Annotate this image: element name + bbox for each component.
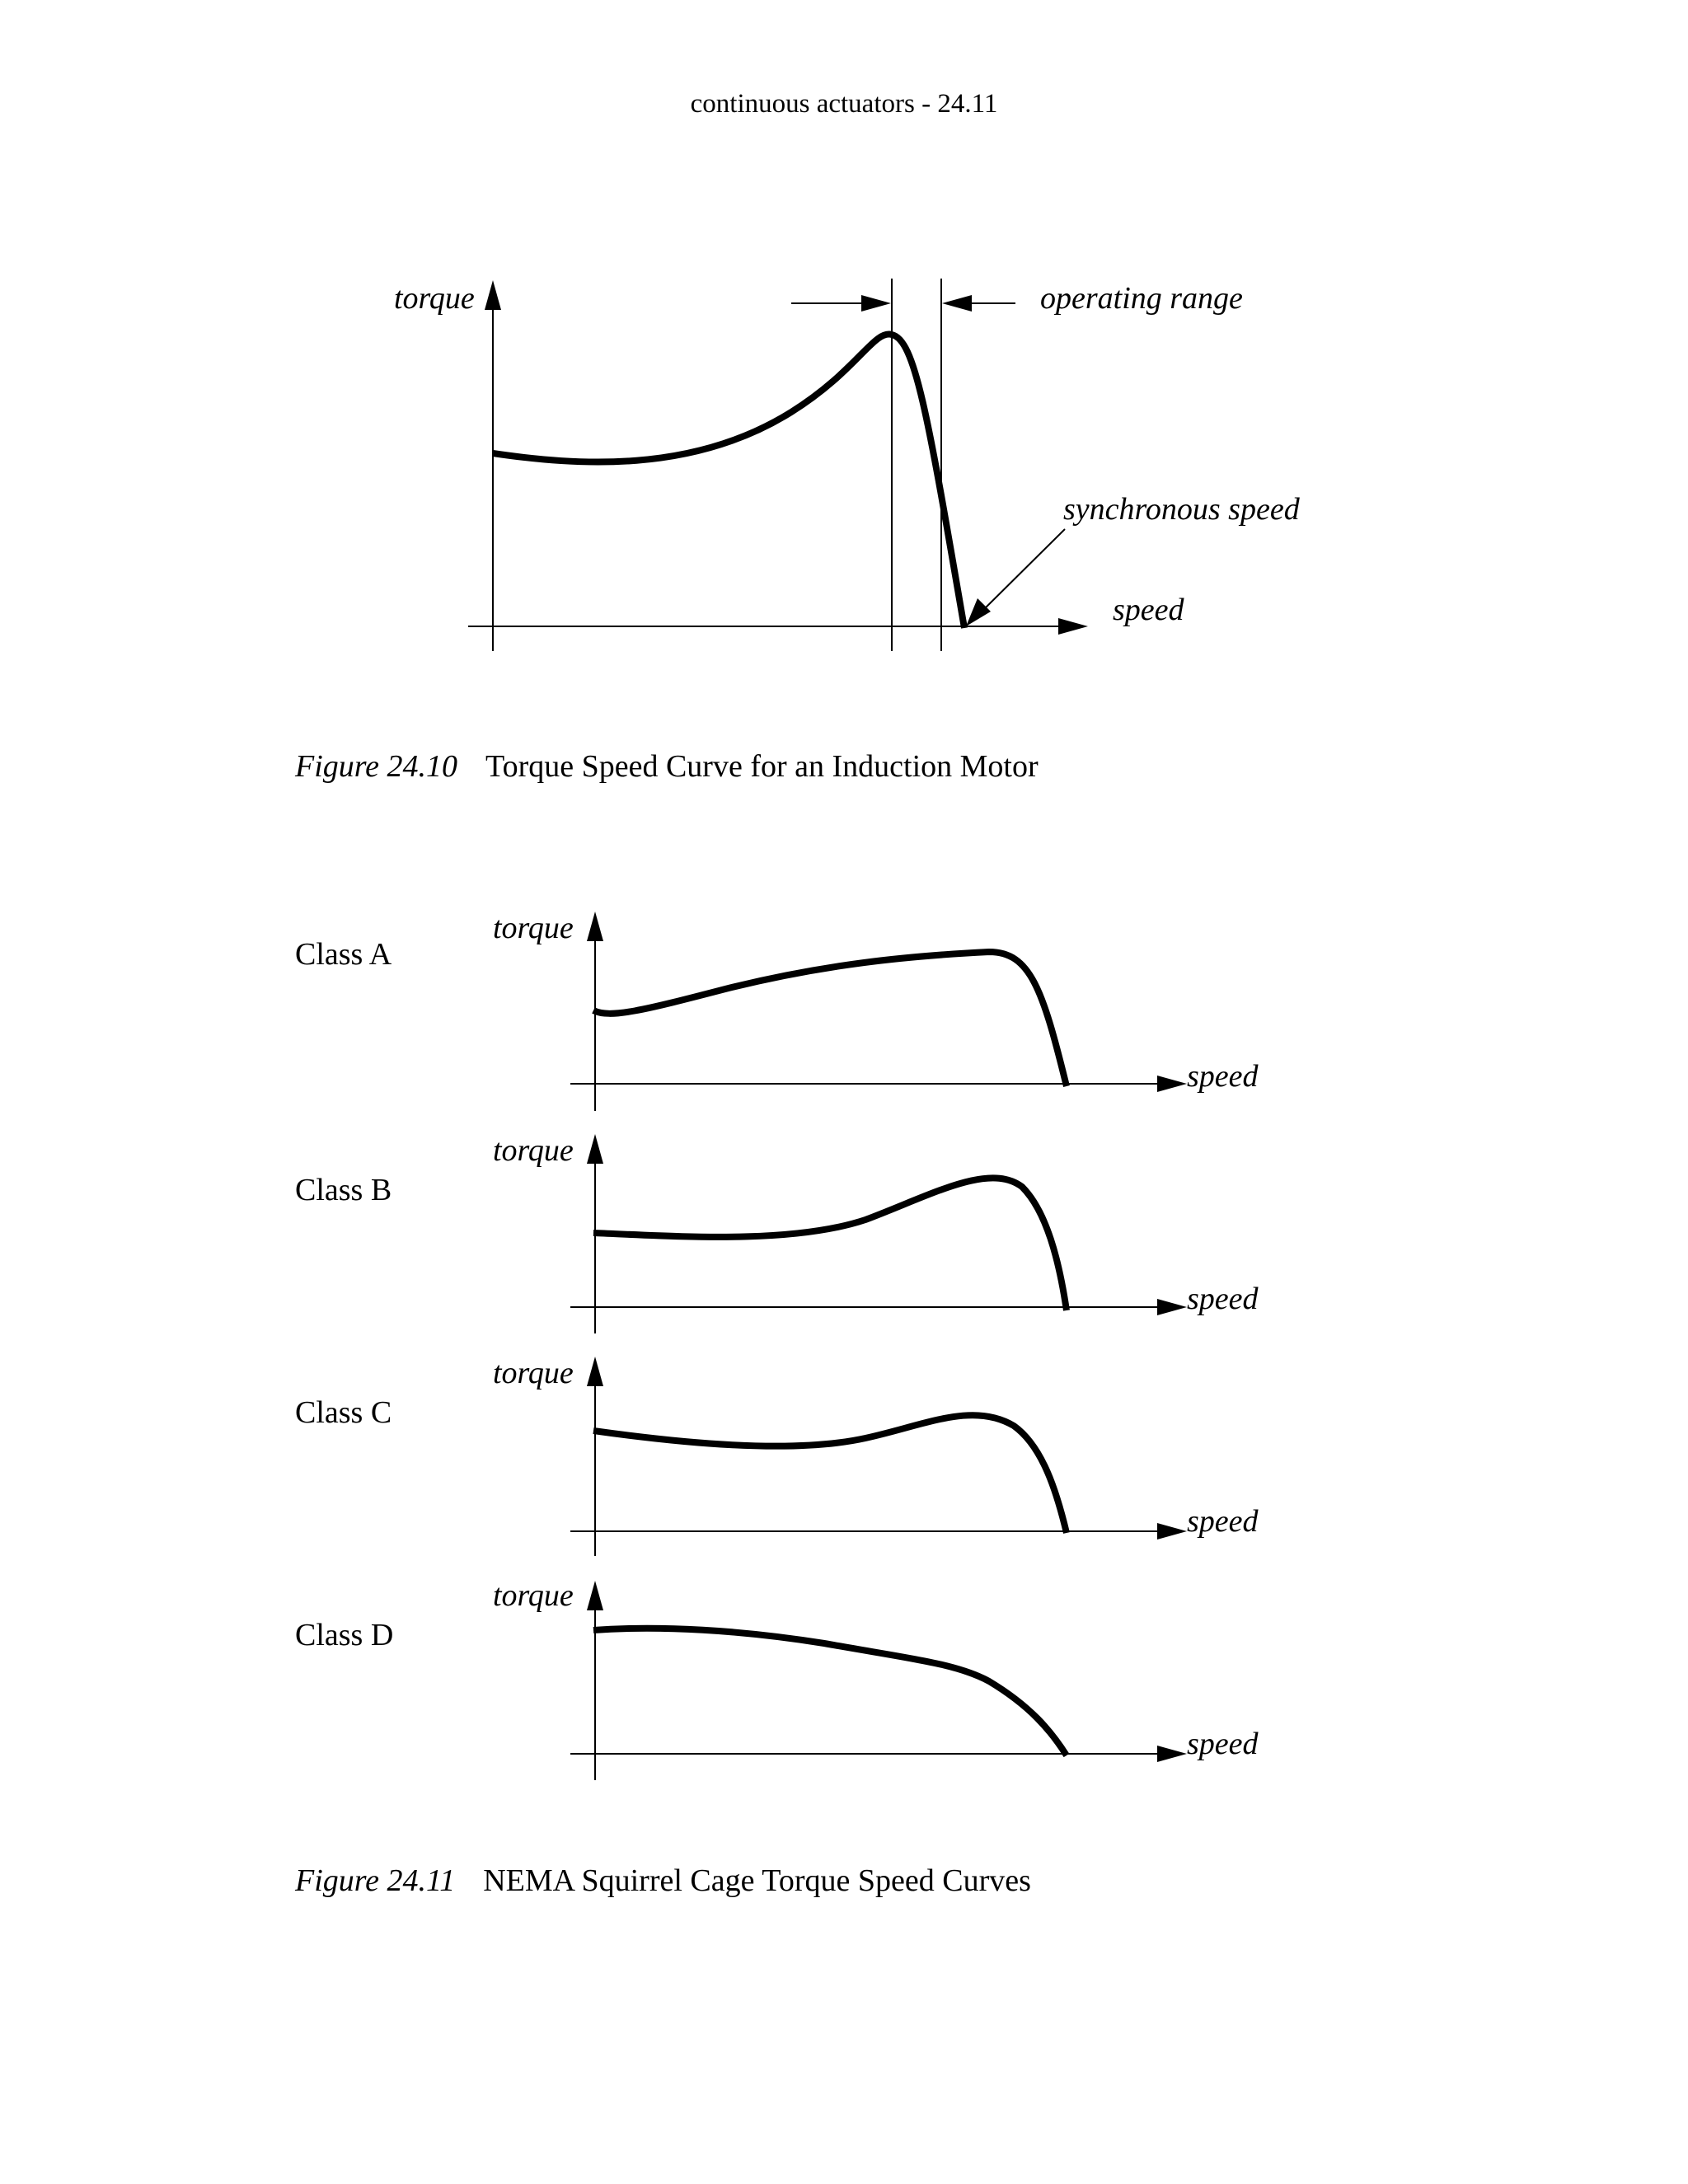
fig-24-10-x-label: speed bbox=[1113, 593, 1184, 627]
fig-24-10-caption bbox=[295, 748, 1039, 785]
class-a-x-label: speed bbox=[1187, 1059, 1259, 1094]
class-d-x-label: speed bbox=[1187, 1727, 1259, 1761]
class-c-y-axis-arrow bbox=[587, 1357, 603, 1386]
class-a-label: Class A bbox=[295, 937, 392, 972]
class-b-label: Class B bbox=[295, 1173, 392, 1207]
synchronous-speed-label: synchronous speed bbox=[1063, 492, 1300, 527]
class-d-x-axis-arrow bbox=[1157, 1746, 1187, 1762]
class-b-diagram bbox=[570, 1134, 1187, 1333]
operating-range-right-arrow-head bbox=[942, 295, 972, 312]
class-c-torque-curve bbox=[593, 1415, 1067, 1533]
class-b-torque-curve bbox=[593, 1178, 1067, 1310]
operating-range-label: operating range bbox=[1040, 281, 1243, 316]
class-a-y-axis-arrow bbox=[587, 912, 603, 941]
class-b-y-axis-arrow bbox=[587, 1134, 603, 1164]
class-a-y-label: torque bbox=[493, 911, 574, 945]
fig-24-11-title: NEMA Squirrel Cage Torque Speed Curves bbox=[483, 1863, 1031, 1898]
synchronous-speed-pointer-head bbox=[966, 598, 991, 626]
class-d-diagram bbox=[570, 1581, 1187, 1780]
page-header: continuous actuators - 24.11 bbox=[690, 89, 998, 119]
class-c-label: Class C bbox=[295, 1395, 392, 1430]
fig-24-10-number: Figure 24.10 bbox=[295, 749, 458, 784]
fig-24-11-caption bbox=[295, 1863, 1031, 1899]
class-a-diagram bbox=[570, 912, 1187, 1111]
fig-24-10-y-label: torque bbox=[394, 281, 475, 316]
fig-24-10-x-axis-arrow bbox=[1058, 618, 1088, 635]
class-a-x-axis-arrow bbox=[1157, 1076, 1187, 1092]
class-c-x-axis-arrow bbox=[1157, 1523, 1187, 1540]
fig-24-10-diagram bbox=[468, 279, 1088, 651]
class-c-y-label: torque bbox=[493, 1356, 574, 1390]
class-a-torque-curve bbox=[593, 952, 1067, 1086]
fig-24-11-number: Figure 24.11 bbox=[295, 1863, 456, 1898]
fig-24-10-torque-curve bbox=[493, 335, 964, 628]
class-d-y-label: torque bbox=[493, 1578, 574, 1613]
class-c-x-label: speed bbox=[1187, 1504, 1259, 1539]
synchronous-speed-pointer bbox=[978, 529, 1065, 616]
fig-24-10-y-axis-arrow bbox=[485, 280, 501, 310]
fig-24-10-title: Torque Speed Curve for an Induction Motor bbox=[485, 749, 1039, 784]
class-d-label: Class D bbox=[295, 1618, 394, 1652]
class-b-y-label: torque bbox=[493, 1133, 574, 1168]
class-b-x-axis-arrow bbox=[1157, 1299, 1187, 1315]
class-b-x-label: speed bbox=[1187, 1282, 1259, 1316]
class-c-diagram bbox=[570, 1357, 1187, 1556]
operating-range-left-arrow-head bbox=[861, 295, 891, 312]
class-d-torque-curve bbox=[593, 1629, 1067, 1755]
class-d-y-axis-arrow bbox=[587, 1581, 603, 1610]
